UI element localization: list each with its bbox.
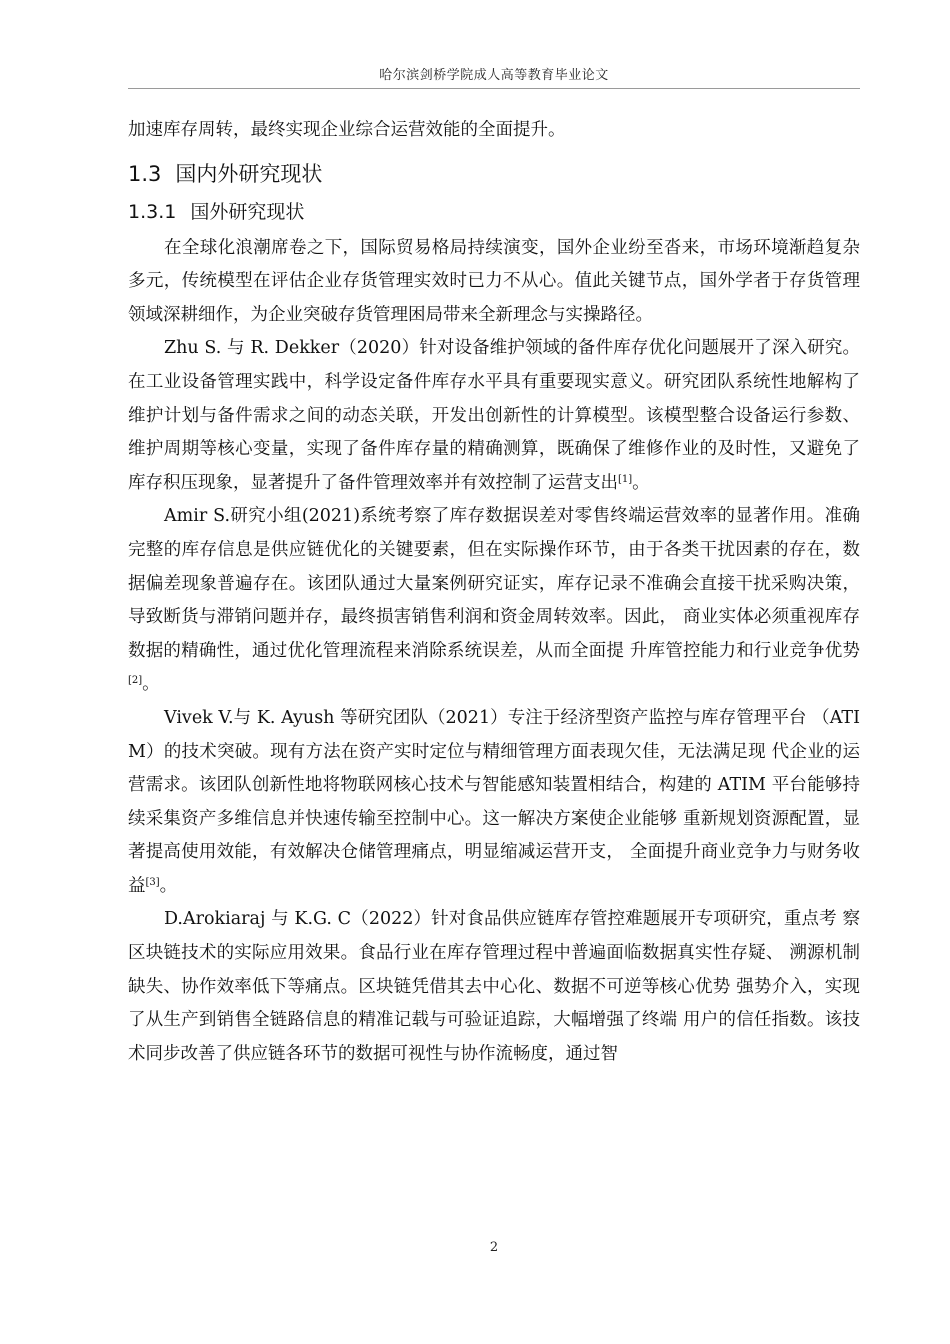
subsection-title: 国外研究现状 bbox=[190, 200, 305, 223]
paragraph-text: Vivek V.与 K. Ayush 等研究团队（2021）专注于经济型资产监控与库存管理平台 （ATIM）的技术突破。现有方法在资产实时定位与精细管理方面表现欠佳，无法满足现 代企业的运营需求。该团队创新性地将物联网核心技术与智能感知装置相结合，构建的 ATIM 平台能够持续采集资产多维信息并快速传输至控制中心。这一解决方案使企业能够 重新规划资源配置，显著提高使用效能，有效解决仓储管理痛点，明显缩减运营开支， 全面提升商业竞争力与财务收益 bbox=[128, 707, 860, 896]
paragraph-text: D.Arokiaraj 与 K.G. C（2022）针对食品供应链库存管控难题展开专项研究，重点考 察区块链技术的实际应用效果。食品行业在库存管理过程中普遍面临数据真实性存疑、 溯源机制缺失、协作效率低下等痛点。区块链凭借其去中心化、数据不可逆等核心优势 强势介入，实现了从生产到销售全链路信息的精准记载与可验证追踪，大幅增强了终端 用户的信任指数。该技术同步改善了供应链各环节的数据可视性与协作流畅度，通过智 bbox=[128, 909, 860, 1064]
citation-marker[interactable]: [3] bbox=[145, 876, 160, 888]
paragraph-amir bbox=[128, 500, 860, 702]
page-body bbox=[128, 114, 860, 1071]
paragraph-tail: 。 bbox=[142, 674, 160, 695]
paragraph-tail: 。 bbox=[632, 472, 650, 493]
paragraph-intro bbox=[128, 232, 860, 333]
header-divider bbox=[128, 88, 860, 89]
section-number: 1.3 bbox=[128, 161, 162, 186]
section-title: 国内外研究现状 bbox=[175, 161, 323, 186]
paragraph-text: Amir S.研究小组(2021)系统考察了库存数据误差对零售终端运营效率的显著作用。准确完整的库存信息是供应链优化的关键要素，但在实际操作环节，由于各类干扰因素的存在，数据偏差现象普遍存在。该团队通过大量案例研究证实，库存记录不准确会直接干扰采购决策，导致断货与滞销问题并存，最终损害销售利润和资金周转效率。因此， 商业实体必须重视库存数据的精确性，通过优化管理流程来消除系统误差，从而全面提 升库管控能力和行业竞争优势 bbox=[128, 506, 860, 661]
subsection-number: 1.3.1 bbox=[128, 200, 177, 223]
intro-line: 加速库存周转，最终实现企业综合运营效能的全面提升。 bbox=[128, 120, 566, 140]
running-header: 哈尔滨剑桥学院成人高等教育毕业论文 bbox=[379, 68, 609, 83]
paragraph-text: 在全球化浪潮席卷之下，国际贸易格局持续演变，国外企业纷至沓来，市场环境渐趋复杂多元，传统模型在评估企业存货管理实效时已力不从心。值此关键节点，国外学者于存货管理领域深耕细作，为企业突破存货管理困局带来全新理念与实操路径。 bbox=[128, 237, 860, 325]
paragraph-zhu-dekker bbox=[128, 332, 860, 500]
citation-marker[interactable]: [2] bbox=[128, 675, 143, 687]
paragraph-vivek-ayush bbox=[128, 702, 860, 904]
subsection-heading bbox=[128, 198, 860, 226]
page-number: 2 bbox=[489, 1240, 499, 1255]
paragraph-arokiaraj bbox=[128, 903, 860, 1071]
paragraph-text: Zhu S. 与 R. Dekker（2020）针对设备维护领域的备件库存优化问题展开了深入研究。在工业设备管理实践中，科学设定备件库存水平具有重要现实意义。研究团队系统性地解构了维护计划与备件需求之间的动态关联，开发出创新性的计算模型。该模型整合设备运行参数、维护周期等核心变量，实现了备件库存量的精确测算，既确保了维修作业的及时性，又避免了库存积压现象，显著提升了备件管理效率并有效控制了运营支出 bbox=[128, 338, 860, 493]
citation-marker[interactable]: [1] bbox=[618, 473, 633, 485]
paragraph-tail: 。 bbox=[159, 875, 178, 896]
section-heading bbox=[128, 160, 860, 188]
